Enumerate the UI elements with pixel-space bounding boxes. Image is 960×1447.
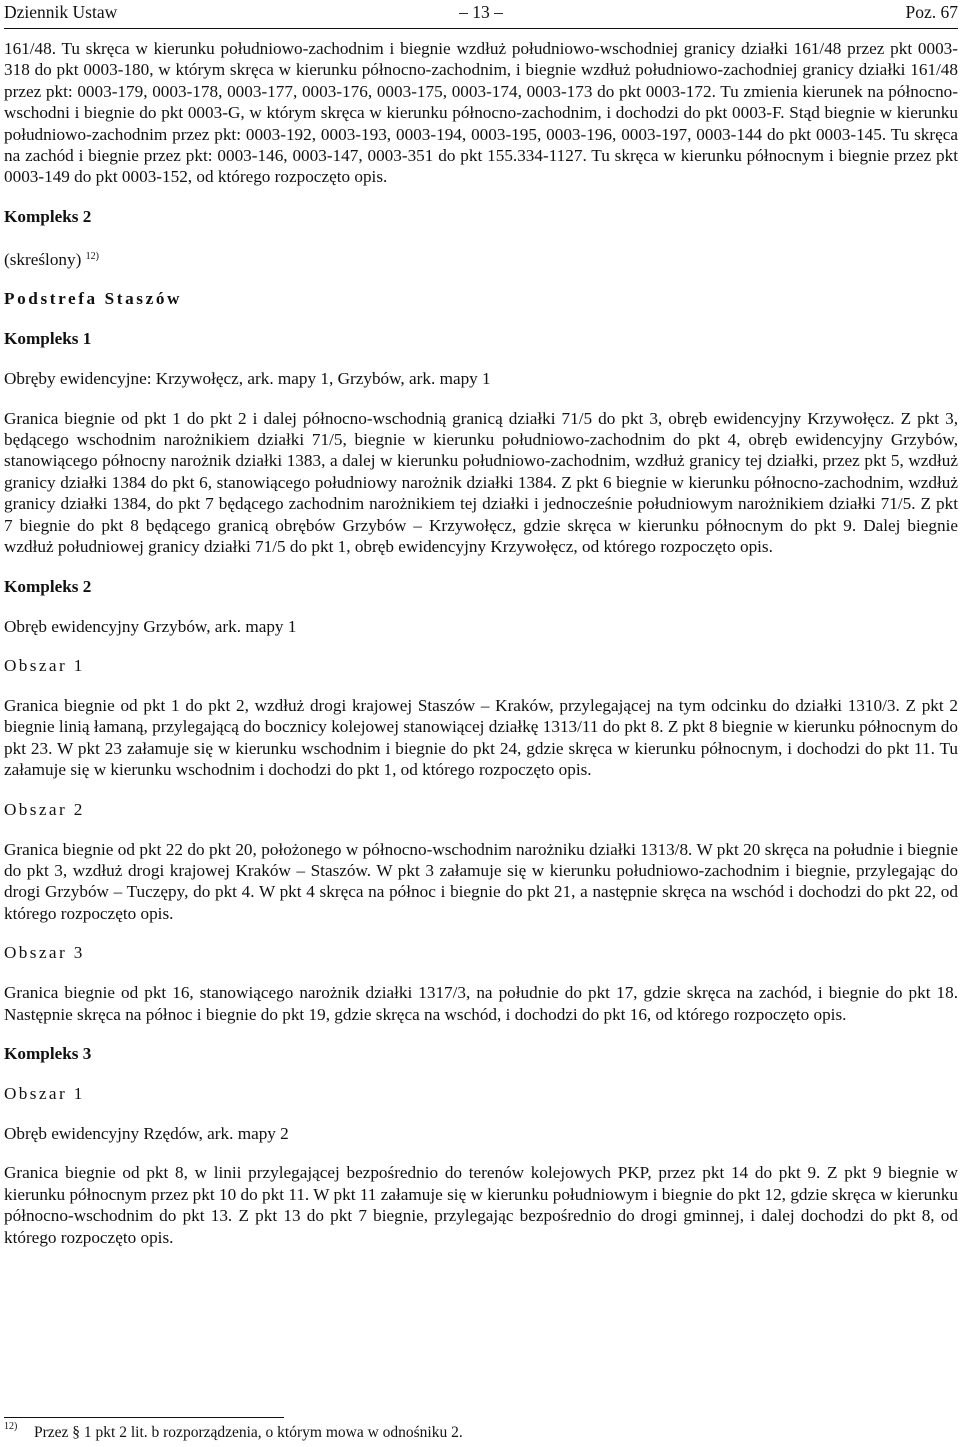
heading-obszar-1: Obszar 1 — [4, 655, 85, 675]
page-number: – 13 – — [459, 2, 503, 22]
heading-kompleks-3: Kompleks 3 — [4, 1043, 92, 1063]
heading-obszar-3: Obszar 3 — [4, 943, 85, 963]
heading-podstrefa: Podstrefa Staszów — [4, 289, 183, 309]
heading-obszar-1-b: Obszar 1 — [4, 1083, 85, 1103]
paragraph-kompleks-3-boundary: Granica biegnie od pkt 8, w linii przylegającej bezpośrednio do terenów kolejowych PKP, przez pkt 14 do pkt 9. Z pkt 9 biegnie w kierunku północnym przez pkt 10 do pkt 11. W pkt 11 załamuje się w kierunku południowym i biegnie do pkt 12, gdzie skręca w kierunku północno-wschodnim do pkt 13. Z pkt 13 do pkt 7 biegnie, przylegając bezpośrednio do drogi gminnej, i dalej dochodzi do pkt 8, od którego rozpoczęto opis. — [4, 1163, 958, 1247]
position-number: Poz. 67 — [905, 2, 958, 22]
heading-kompleks-2: Kompleks 2 — [4, 206, 92, 226]
paragraph-obszar-2: Granica biegnie od pkt 22 do pkt 20, położonego w północno-wschodnim narożniku działki 1313/8. W pkt 20 skręca na południe i biegnie do pkt 3, wzdłuż drogi krajowej Kraków – Staszów. W pkt 3 załamuje się w kierunku południowo-zachodnim i biegnie, przylegając do drogi Grzybów – Tuczępy, do pkt 4. W pkt 4 skręca na północ i biegnie do pkt 21, a następnie skręca na wschód i dochodzi do pkt 22, od którego rozpoczęto opis. — [4, 839, 958, 923]
journal-title: Dziennik Ustaw — [4, 2, 118, 22]
obreb-grzybow-line: Obręb ewidencyjny Grzybów, ark. mapy 1 — [4, 616, 297, 636]
paragraph-boundary-continuation: 161/48. Tu skręca w kierunku południowo-zachodnim i biegnie wzdłuż południowo-wschodniej granicy działki 161/48 przez pkt 0003-318 do pkt 0003-180, w którym skręca w kierunku północno-zachodnim, i biegnie wzdłuż południowo-zachodniej granicy działki 161/48 przez pkt: 0003-179, 0003-178, 0003-177, 0003-176, 0003-175, 0003-174, 0003-173 do pkt 0003-172. Tu zmienia kierunek na północno-wschodni i biegnie do pkt 0003-G, w którym skręca w kierunku północno-zachodnim, i dochodzi do pkt 0003-F. Stąd biegnie w kierunku południowo-zachodnim przez pkt: 0003-192, 0003-193, 0003-194, 0003-195, 0003-196, 0003-197, 0003-144 do pkt 0003-145. Tu skręca na zachód i biegnie przez pkt: 0003-146, 0003-147, 0003-351 do pkt 155.334-1127. Tu skręca w kierunku północnym i biegnie przez pkt 0003-149 do pkt 0003-152, od którego rozpoczęto opis. — [4, 39, 958, 187]
heading-obszar-2: Obszar 2 — [4, 799, 85, 819]
struck-text: (skreślony) — [4, 249, 82, 269]
paragraph-kompleks-1-boundary: Granica biegnie od pkt 1 do pkt 2 i dalej północno-wschodnią granicą działki 71/5 do pkt 3, obręb ewidencyjny Krzywołęcz. Z pkt 3, będącego wschodnim narożnikiem działki 71/5, biegnie w kierunku południowo-zachodnim do pkt 4, obręb ewidencyjny Grzybów, stanowiącego północny narożnik działki 1383, a dalej w kierunku południowo-zachodnim, wzdłuż granicy tej działki, przez pkt 5, wzdłuż granicy działki 1384 do pkt 6, stanowiącego południowy narożnik działki 1384. Z pkt 6 biegnie w kierunku północno-zachodnim, wzdłuż granicy działki 1384, do pkt 7 będącego zachodnim narożnikiem tej działki i jednocześnie południowym narożnikiem działki 71/5. Z pkt 7 biegnie do pkt 8 będącego granicą obrębów Grzybów – Krzywołęcz, gdzie skręca w kierunku północnym do pkt 9. Dalej biegnie wzdłuż południowej granicy działki 71/5 do pkt 1, obręb ewidencyjny Krzywołęcz, od którego rozpoczęto opis. — [4, 408, 958, 557]
header-divider — [4, 28, 958, 29]
heading-kompleks-2-b: Kompleks 2 — [4, 576, 92, 596]
paragraph-obszar-1: Granica biegnie od pkt 1 do pkt 2, wzdłuż drogi krajowej Staszów – Kraków, przylegającej na tym odcinku do działki 1310/3. Z pkt 2 biegnie linią łamaną, przylegającą do bocznicy kolejowej stanowiącej działkę 1313/11 do pkt 8. Z pkt 8 biegnie w kierunku północnym do pkt 23. W pkt 23 załamuje się w kierunku wschodnim i biegnie do pkt 24, gdzie skręca w kierunku północnym, i dochodzi do pkt 11. Tu załamuje się w kierunku wschodnim i dochodzi do pkt 1, od którego rozpoczęto opis. — [4, 695, 958, 780]
footnote-divider — [4, 1417, 284, 1418]
footnote-number: 12) — [4, 1421, 18, 1432]
page-header — [4, 2, 958, 26]
document-body — [4, 38, 958, 1248]
obreby-line: Obręby ewidencyjne: Krzywołęcz, ark. mapy 1, Grzybów, ark. mapy 1 — [4, 369, 491, 389]
footnote-text: Przez § 1 pkt 2 lit. b rozporządzenia, o którym mowa w odnośniku 2. — [34, 1424, 463, 1441]
paragraph-obszar-3: Granica biegnie od pkt 16, stanowiącego narożnik działki 1317/3, na południe do pkt 17, gdzie skręca na zachód, i biegnie do pkt 18. Następnie skręca na północ i biegnie do pkt 19, gdzie skręca na wschód, i dochodzi do pkt 16, od którego rozpoczęto opis. — [4, 983, 958, 1024]
struck-note — [4, 246, 958, 270]
footnote-ref: 12) — [85, 250, 99, 262]
obreb-rzedow-line: Obręb ewidencyjny Rzędów, ark. mapy 2 — [4, 1123, 289, 1143]
heading-kompleks-1: Kompleks 1 — [4, 329, 92, 349]
